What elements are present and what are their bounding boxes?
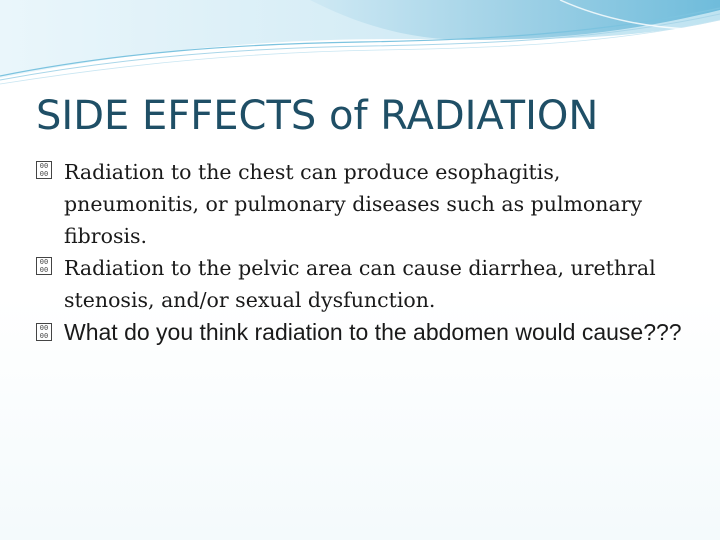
bullet-item: [36, 156, 696, 252]
bullet-list: [36, 156, 696, 347]
bullet-text: What do you think radiation to the abdomen would cause???: [64, 319, 682, 345]
missing-glyph-icon: 00 00: [36, 257, 52, 275]
missing-glyph-icon: 00 00: [36, 161, 52, 179]
bullet-text: Radiation to the chest can produce esophagitis, pneumonitis, or pulmonary diseases such as pulmonary fibrosis.: [64, 160, 643, 248]
bullet-text: Radiation to the pelvic area can cause diarrhea, urethral stenosis, and/or sexual dysfunction.: [64, 256, 656, 312]
bullet-item: [36, 318, 696, 347]
slide-title: SIDE EFFECTS of RADIATION: [36, 93, 599, 139]
header-wave-decoration: [0, 0, 720, 90]
missing-glyph-icon: 00 00: [36, 323, 52, 341]
bullet-item: [36, 252, 696, 316]
